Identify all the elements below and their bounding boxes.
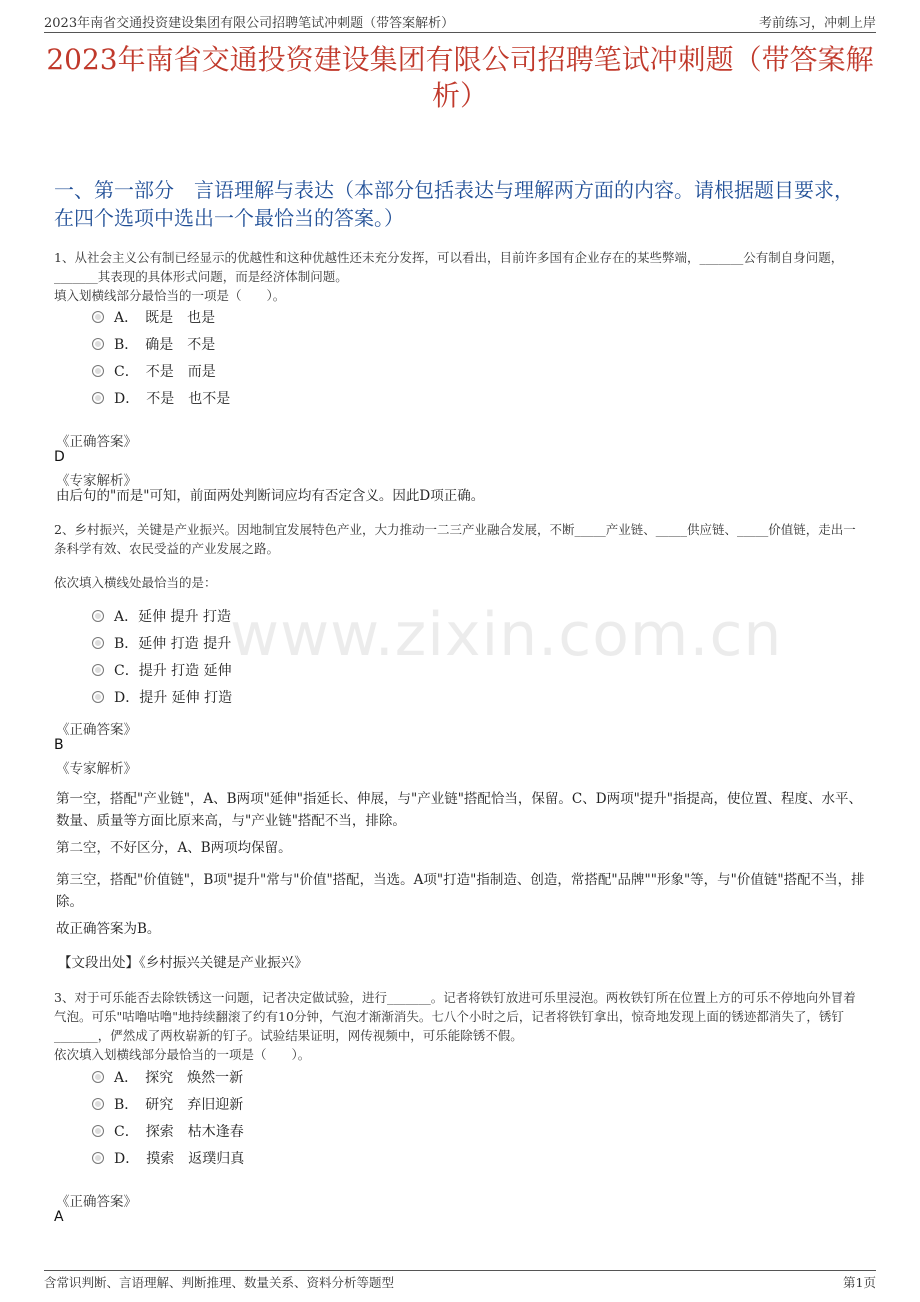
question-3-option-d[interactable]: D． 摸索 返璞归真: [92, 1148, 244, 1170]
question-2-stem: 2、乡村振兴，关键是产业振兴。因地制宜发展特色产业，大力推动一二三产业融合发展，不断_____产业链、_____供应链、_____价值链，走出一条科学有效、农民受益的产业发展之路。: [54, 522, 856, 556]
footer-description: 含常识判断、言语理解、判断推理、数量关系、资料分析等题型: [44, 1275, 395, 1290]
document-title: 2023年南省交通投资建设集团有限公司招聘笔试冲刺题（带答案解析）: [46, 43, 874, 112]
question-1-prompt: 填入划横线部分最恰当的一项是（ ）。: [54, 288, 286, 303]
question-2-option-c[interactable]: C．提升 打造 延伸: [92, 660, 232, 682]
question-3-prompt: 依次填入划横线部分最恰当的一项是（ ）。: [54, 1047, 311, 1062]
question-1-analysis-label: 《专家解析》: [56, 473, 137, 489]
question-2-analysis-para-4: 故正确答案为B。: [56, 921, 161, 937]
question-2-prompt: 依次填入横线处最恰当的是：: [54, 575, 217, 590]
question-2-analysis-para-1: 第一空，搭配"产业链"，A、B两项"延伸"指延长、伸展，与"产业链"搭配恰当，保留。C、D两项"提升"指提高，使位置、程度、水平、数量、质量等方面比原来高，与"产业链"搭配不当，排除。: [56, 791, 862, 829]
question-1-stem: 1、从社会主义公有制已经显示的优越性和这种优越性还未充分发挥，可以看出，目前许多国有企业存在的某些弊端，_______公有制自身问题，_______其表现的具体形式问题，而是经济体制问题。: [54, 250, 844, 284]
question-1-option-b[interactable]: B． 确是 不是: [92, 334, 215, 356]
question-1-answer-label: 《正确答案》: [56, 434, 137, 450]
question-3-option-b[interactable]: B． 研究 弃旧迎新: [92, 1094, 243, 1116]
question-1-analysis: 由后句的"而是"可知，前面两处判断词应均有否定含义。因此D项正确。: [56, 488, 485, 504]
header-doc-title: 2023年南省交通投资建设集团有限公司招聘笔试冲刺题（带答案解析）: [44, 16, 455, 31]
radio-icon[interactable]: [92, 664, 104, 676]
question-2-answer: B: [54, 737, 64, 753]
question-2-analysis-para-2: 第二空，不好区分，A、B两项均保留。: [56, 840, 292, 856]
question-3-option-a[interactable]: A． 探究 焕然一新: [92, 1067, 243, 1089]
question-3-answer-label: 《正确答案》: [56, 1194, 137, 1210]
question-3-option-c[interactable]: C． 探索 枯木逢春: [92, 1121, 244, 1143]
radio-icon[interactable]: [92, 610, 104, 622]
question-2-analysis-para-3: 第三空，搭配"价值链"，B项"提升"常与"价值"搭配，当选。A项"打造"指制造、创造，常搭配"品牌""形象"等，与"价值链"搭配不当，排除。: [56, 872, 865, 910]
radio-icon[interactable]: [92, 392, 104, 404]
question-2-analysis-label: 《专家解析》: [56, 761, 137, 777]
radio-icon[interactable]: [92, 1152, 104, 1164]
radio-icon[interactable]: [92, 1098, 104, 1110]
radio-icon[interactable]: [92, 311, 104, 323]
section-heading: 一、第一部分 言语理解与表达（本部分包括表达与理解两方面的内容。请根据题目要求，在四个选项中选出一个最恰当的答案。）: [54, 178, 854, 230]
question-3-answer: A: [54, 1209, 64, 1225]
header-slogan: 考前练习，冲刺上岸: [758, 16, 876, 31]
radio-icon[interactable]: [92, 1071, 104, 1083]
question-1-option-c[interactable]: C． 不是 而是: [92, 361, 216, 383]
radio-icon[interactable]: [92, 1125, 104, 1137]
question-2-option-a[interactable]: A．延伸 提升 打造: [92, 606, 231, 628]
question-2-answer-label: 《正确答案》: [56, 722, 137, 738]
question-1-option-a[interactable]: A． 既是 也是: [92, 307, 215, 329]
question-3-stem: 3、对于可乐能否去除铁锈这一问题，记者决定做试验，进行_______。记者将铁钉放进可乐里浸泡。两枚铁钉所在位置上方的可乐不停地向外冒着气泡。可乐"咕噜咕噜"地持续翻滚了约有10分钟，气泡才渐渐消失。七八个小时之后，记者将铁钉拿出，惊奇地发现上面的锈迹都消失了，锈钉_______，俨然成了两枚崭新的钉子。试验结果证明，网传视频中，可乐能除锈不假。: [54, 990, 856, 1043]
question-2-option-b[interactable]: B．延伸 打造 提升: [92, 633, 231, 655]
page-footer: [44, 1270, 876, 1293]
page-number: 第1页: [843, 1275, 876, 1290]
page-header: [44, 10, 876, 33]
watermark: www.zixin.com.cn: [230, 600, 783, 670]
question-1-option-d[interactable]: D． 不是 也不是: [92, 388, 230, 410]
radio-icon[interactable]: [92, 365, 104, 377]
radio-icon[interactable]: [92, 637, 104, 649]
radio-icon[interactable]: [92, 338, 104, 350]
question-2-source: 【文段出处】《乡村振兴关键是产业振兴》: [58, 955, 308, 971]
question-1-answer: D: [54, 449, 65, 465]
question-2-option-d[interactable]: D．提升 延伸 打造: [92, 687, 232, 709]
radio-icon[interactable]: [92, 691, 104, 703]
